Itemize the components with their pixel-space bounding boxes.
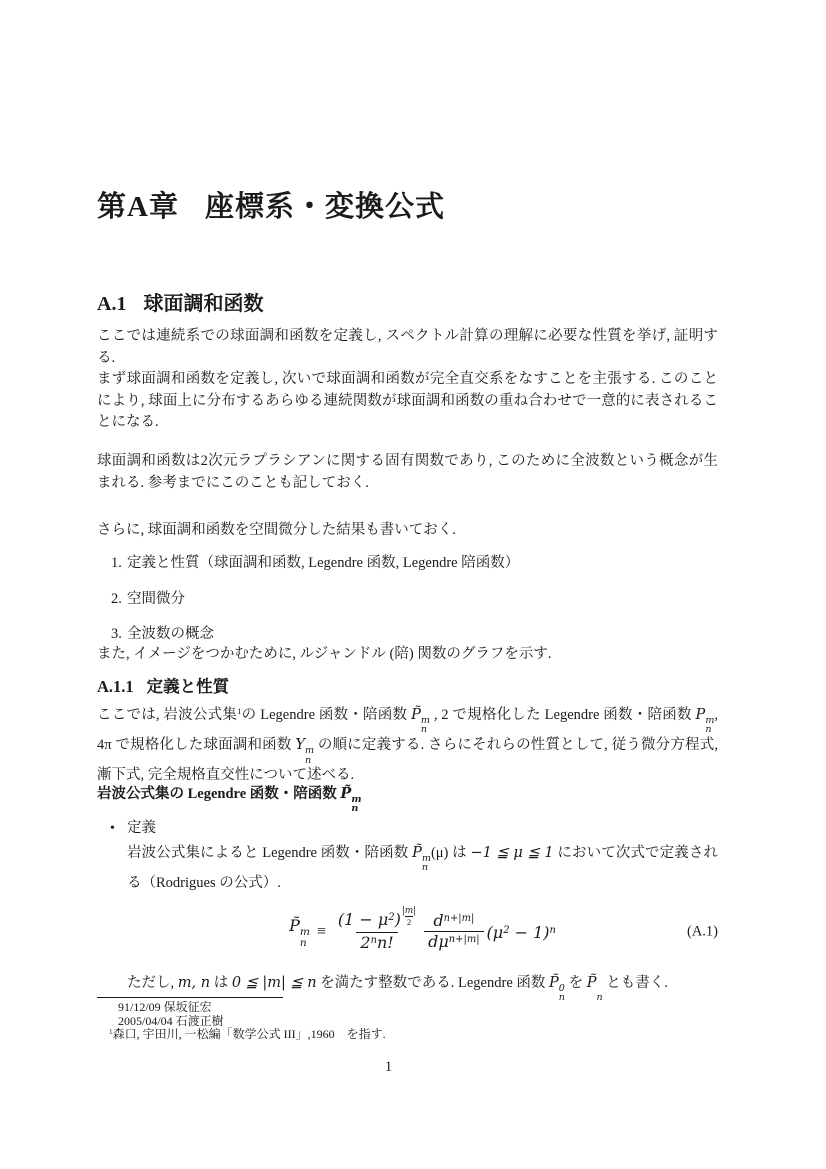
math-run: ): [394, 910, 401, 930]
paragraph-intro-4: さらに, 球面調和函数を空間微分した結果も書いておく.: [97, 522, 456, 538]
math-base: P̃: [549, 975, 559, 991]
math-ptilde-n: [586, 975, 603, 1004]
math-superscript: m: [299, 925, 310, 938]
text-run: は: [210, 975, 232, 991]
bullet-icon: •: [110, 821, 115, 836]
math-run: [428, 932, 479, 951]
footnote-text: 森口, 宇田川, 一松編「数学公式 III」,1960 を指す.: [112, 1027, 386, 1041]
math-subscript: n: [299, 936, 307, 949]
math-superscript: m: [420, 714, 430, 726]
page-number: 1: [384, 1059, 393, 1075]
section-number: A.1: [97, 293, 127, 315]
math-ptilde-n0: [549, 975, 565, 1004]
subsection-number: A.1.1: [97, 677, 134, 696]
math-run: d: [433, 911, 444, 930]
math-subscript: n: [304, 754, 312, 766]
text-run: とも書く.: [602, 975, 668, 991]
math-subscript: n: [705, 724, 712, 736]
math-base: P̃: [340, 785, 352, 802]
math-base: P̃: [411, 707, 421, 723]
equation-formula: [289, 905, 556, 953]
math-run: dμ: [428, 932, 449, 951]
list-item-number: 1.: [111, 555, 122, 571]
math-exponent: n+|m|: [443, 913, 475, 925]
text-run: 岩波公式集によると Legendre 函数・陪函数: [127, 845, 413, 861]
footnote-number: 1: [109, 1028, 113, 1037]
math-vars-mn: m, n: [177, 975, 211, 991]
math-base: P: [695, 707, 706, 723]
math-superscript: m: [351, 793, 362, 805]
math-subscript: n: [421, 862, 429, 874]
footnote-reference-mark: 1: [237, 706, 242, 717]
list-item-number: 2.: [111, 590, 122, 607]
fraction-rodrigues-coefficient: [336, 905, 418, 953]
math-exponent: 2: [503, 924, 510, 936]
equation-a1: [97, 901, 718, 963]
math-run: |m|: [401, 905, 417, 916]
definition-bullet-item: [97, 818, 718, 840]
math-lhs-ptilde-nm: [289, 916, 310, 949]
math-run: n!: [376, 932, 394, 952]
list-item-text: 全波数の概念: [127, 626, 214, 642]
equiv-sign: ≡: [316, 923, 326, 940]
math-base: Y: [295, 737, 305, 754]
math-spherical-harmonic-y-nm: [295, 737, 315, 766]
list-item-number: 3.: [111, 626, 122, 642]
math-subscript: n: [558, 992, 565, 1004]
definition-label: 定義: [127, 820, 156, 836]
text-run: を満たす整数である. Legendre 函数: [316, 975, 550, 991]
footnote-credit-line: 91/12/09 保坂征宏: [118, 1000, 212, 1014]
math-run: [338, 910, 401, 930]
fraction-derivative: [424, 911, 483, 953]
math-run: 2: [360, 932, 371, 952]
fraction-abs-m-over-2: [402, 906, 416, 927]
chapter-label: 第A章: [97, 191, 179, 223]
section-heading: [97, 292, 718, 317]
math-base: P̃: [412, 845, 422, 861]
footnote-rule: [97, 997, 283, 998]
math-superscript: m: [421, 852, 431, 864]
math-base: P̃: [289, 915, 300, 935]
text-run: の Legendre 函数・陪函数: [241, 707, 412, 723]
paragraph-intro-3: 球面調和函数は2次元ラプラシアンに関する固有関数であり, このために全波数という概念が生まれる. 参考までにこのことも記しておく.: [97, 453, 718, 491]
list-item: [97, 553, 718, 575]
text-run: の順に定義する. さらにそれらの性質として, 従う微分方程式, 漸下式, 完全規格直交性について述べる.: [97, 737, 719, 784]
math-exponent: n: [549, 924, 556, 936]
math-legendre-p-nm: [695, 707, 715, 736]
math-legendre-ptilde-nm: [340, 785, 362, 815]
math-run: (μ: [486, 922, 504, 942]
paragraph-intro-1: ここでは連続系での球面調和函数を定義し, スペクトル計算の理解に必要な性質を挙げ, 証明する.: [97, 328, 718, 366]
definition-body: [97, 843, 718, 895]
math-exponent: n: [370, 934, 377, 946]
math-subscript: n: [596, 992, 603, 1004]
math-run: 2: [406, 916, 412, 927]
math-superscript: 0: [558, 982, 565, 994]
math-m-range: 0 ≦ |m| ≦ n: [231, 975, 317, 991]
paragraph-subsection-intro: [97, 705, 718, 787]
paragraph-heading-iwanami: [97, 783, 718, 814]
math-base: P̃: [586, 975, 597, 991]
text-run: ただし,: [127, 975, 178, 991]
list-item-text: 定義と性質（球面調和函数, Legendre 函数, Legendre 陪函数）: [127, 555, 520, 571]
footnote-reference: [97, 1028, 718, 1042]
text-run: , 4π で規格化した球面調和函数: [97, 707, 719, 754]
subsection-heading: [97, 676, 718, 697]
math-superscript: m: [705, 714, 715, 726]
paragraph-intro-2: まず球面調和函数を定義し, 次いで球面調和函数が完全直交系をなすことを主張する. このことにより, 球面上に分布するあらゆる連続関数が球面調和函数の重ね合わせで一意的に表されることになる.: [97, 371, 718, 430]
list-item-text: 空間微分: [127, 590, 185, 607]
math-superscript: m: [304, 744, 315, 756]
text-run: ここでは, 岩波公式集: [97, 707, 238, 723]
text-run: , 2 で規格化した Legendre 函数・陪函数: [429, 707, 696, 723]
math-run: [360, 933, 393, 952]
list-item: [97, 624, 718, 646]
math-exponent: n+|m|: [448, 934, 480, 946]
math-run: [433, 911, 474, 931]
subsection-title: 定義と性質: [146, 677, 230, 696]
footnote-credit-line: 2005/04/04 石渡正樹: [118, 1014, 224, 1028]
text-run: (μ) は: [430, 845, 471, 861]
math-run: − 1): [509, 922, 550, 942]
list-item: [97, 589, 718, 611]
math-mu-range: −1 ≦ μ ≦ 1: [470, 845, 554, 861]
math-legendre-ptilde-nm: [411, 707, 430, 736]
math-exponent: 2: [388, 912, 395, 924]
chapter-title: 座標系・変換公式: [204, 191, 445, 223]
section-title: 球面調和函数: [143, 293, 264, 315]
chapter-heading: [97, 189, 718, 225]
math-run: (1 − μ: [337, 910, 389, 930]
math-legendre-ptilde-nm: [412, 845, 431, 874]
math-subscript: n: [420, 724, 428, 736]
text-run: 岩波公式集の Legendre 函数・陪函数: [97, 786, 341, 802]
paragraph-intro-5: また, イメージをつかむために, ルジャンドル (陪) 関数のグラフを示す.: [97, 646, 552, 662]
paragraph-remark: [97, 973, 718, 1003]
math-tail: [487, 923, 556, 942]
equation-tag: (A.1): [686, 923, 718, 940]
text-run: を: [564, 975, 587, 991]
math-subscript: n: [351, 803, 359, 815]
text-run: において次式で定義される（Rodrigues の公式）.: [127, 845, 718, 892]
